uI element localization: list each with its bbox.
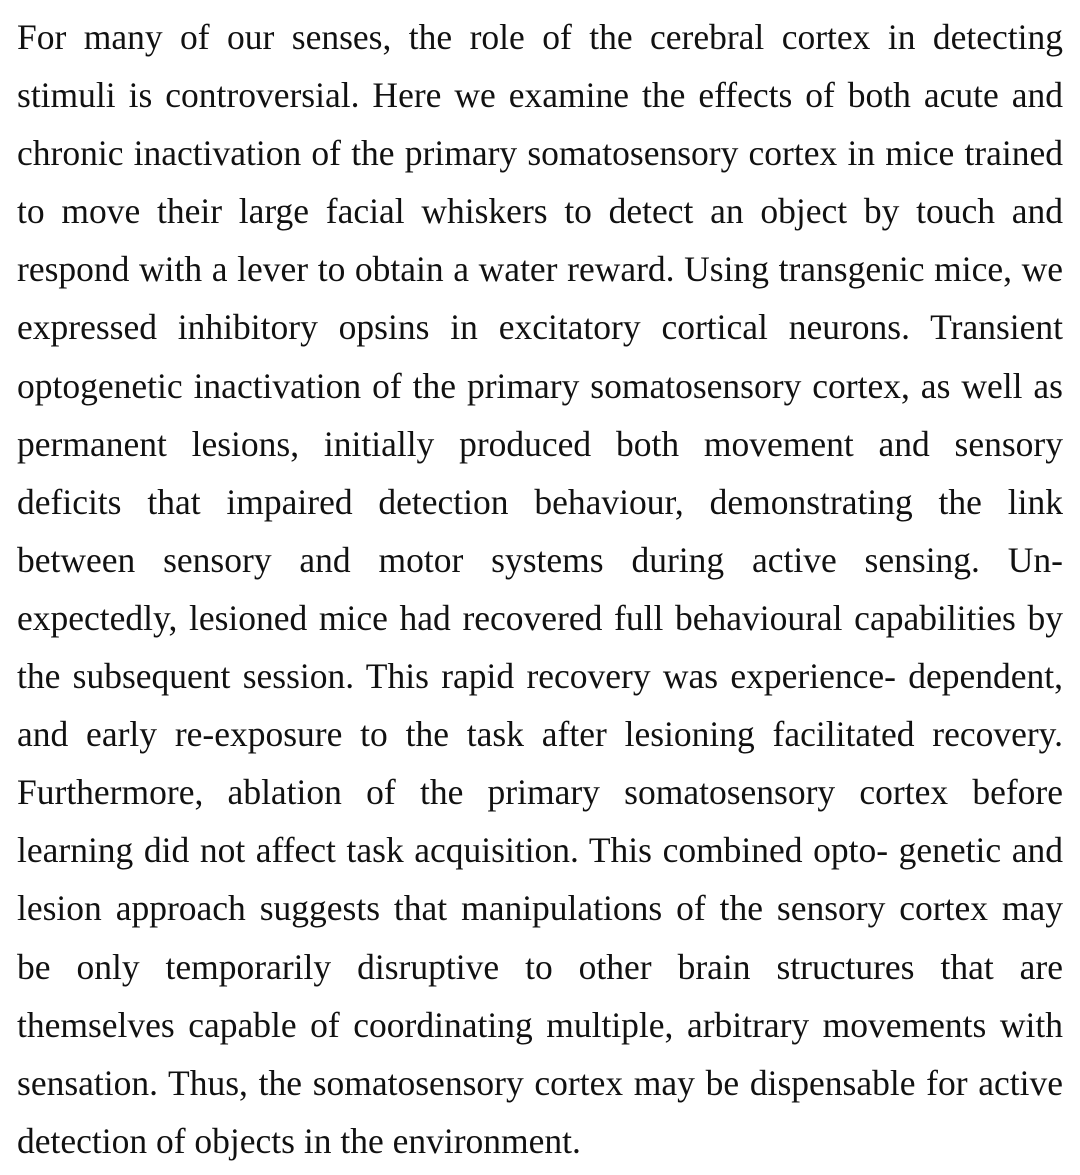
abstract-line: detection of objects in the environment. (17, 1120, 581, 1161)
abstract-line: Furthermore, ablation of the primary somatosensory cortex before (17, 772, 1063, 813)
abstract-line: permanent lesions, initially produced both movement and sensory (17, 423, 1063, 464)
abstract-line: the subsequent session. This rapid recovery was experience- dependent, (17, 656, 1063, 697)
abstract-line: expectedly, lesioned mice had recovered full behavioural capabilities by (17, 597, 1063, 638)
abstract-line: and early re-exposure to the task after lesioning facilitated recovery. (17, 714, 1063, 755)
abstract-line: stimuli is controversial. Here we examine the effects of both acute and (17, 75, 1063, 116)
abstract-text (17, 8, 1063, 1170)
abstract-line: lesion approach suggests that manipulations of the sensory cortex may (17, 888, 1063, 929)
abstract-line: respond with a lever to obtain a water reward. Using transgenic mice, we (17, 249, 1063, 290)
abstract-line: For many of our senses, the role of the cerebral cortex in detecting (17, 17, 1063, 57)
abstract-line: learning did not affect task acquisition. This combined opto- genetic and (17, 830, 1063, 871)
abstract-line: sensation. Thus, the somatosensory cortex may be dispensable for active (17, 1062, 1063, 1103)
abstract-line: deficits that impaired detection behaviour, demonstrating the link (17, 481, 1063, 522)
abstract-line: optogenetic inactivation of the primary somatosensory cortex, as well as (17, 365, 1063, 406)
abstract-line: between sensory and motor systems during active sensing. Un- (17, 539, 1063, 580)
abstract-line: be only temporarily disruptive to other brain structures that are (17, 946, 1063, 987)
abstract-line: themselves capable of coordinating multiple, arbitrary movements with (17, 1004, 1063, 1045)
abstract-line: chronic inactivation of the primary somatosensory cortex in mice trained (17, 133, 1063, 174)
abstract-line: to move their large facial whiskers to detect an object by touch and (17, 191, 1063, 232)
abstract-line: expressed inhibitory opsins in excitatory cortical neurons. Transient (17, 307, 1063, 348)
